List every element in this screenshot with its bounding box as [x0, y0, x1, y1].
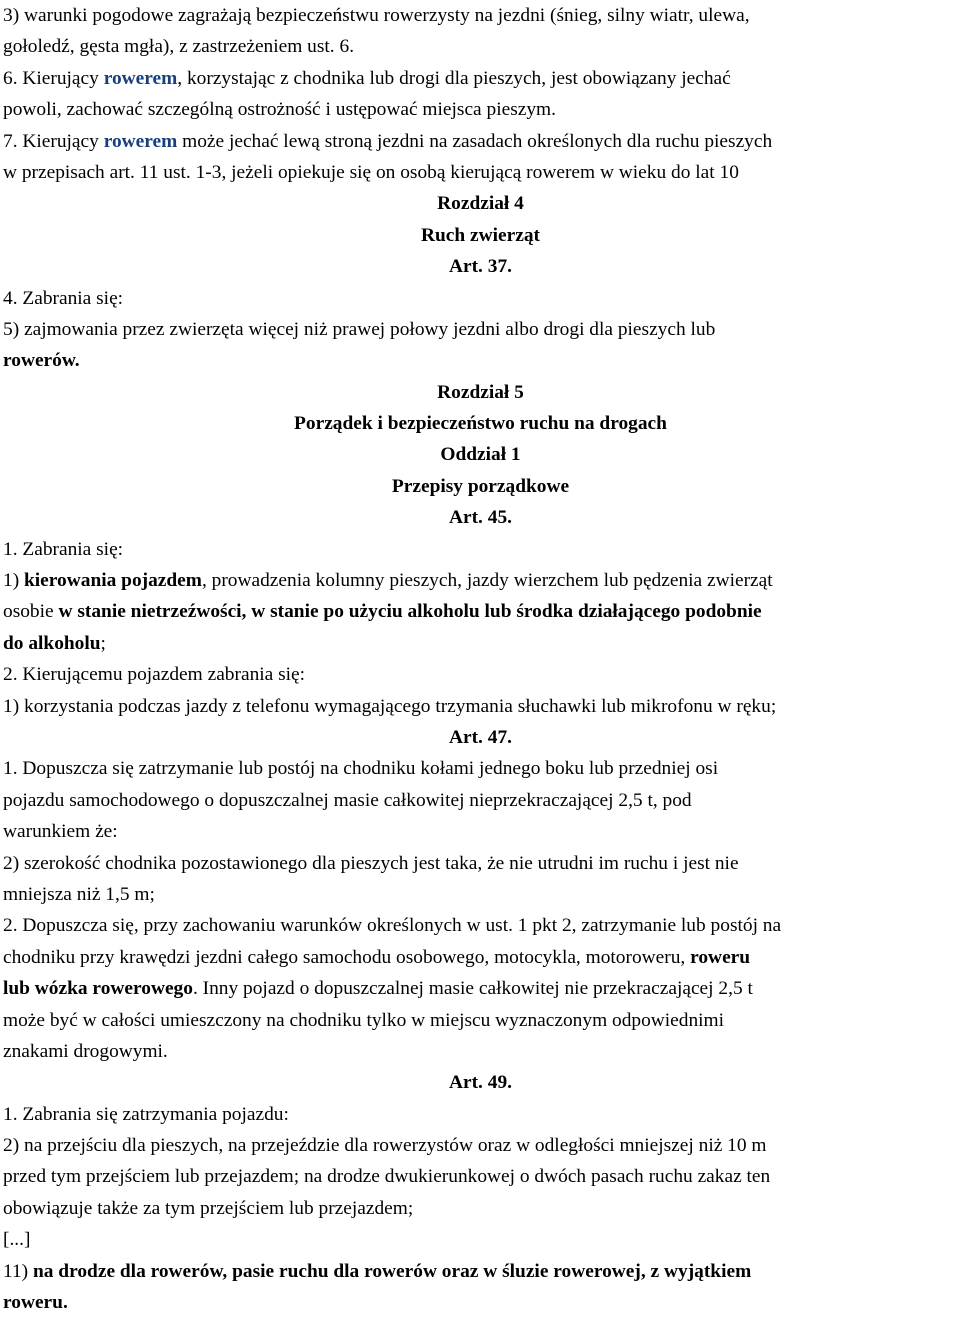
- text-line: [3, 1224, 958, 1255]
- text-line: [3, 691, 958, 722]
- text-segment: 1. Zabrania się:: [3, 538, 124, 560]
- emphasized-text: Art. 47.: [448, 726, 512, 748]
- text-line: [3, 126, 958, 157]
- text-segment: może być w całości umieszczony na chodniku tylko w miejscu wyznaczonym odpowiednimi: [3, 1009, 725, 1031]
- text-segment: , korzystając z chodnika lub drogi dla pieszych, jest obowiązany jechać: [177, 67, 731, 89]
- text-segment: 5) zajmowania przez zwierzęta więcej niż prawej połowy jezdni albo drogi dla pieszych lub: [3, 318, 716, 340]
- text-line: [3, 157, 958, 188]
- emphasized-text: roweru: [690, 946, 751, 968]
- text-segment: pojazdu samochodowego o dopuszczalnej masie całkowitej nieprzekraczającej 2,5 t, pod: [3, 789, 692, 811]
- legal-document: [3, 0, 958, 1318]
- text-line: [3, 879, 958, 910]
- emphasized-text: roweru.: [3, 1292, 68, 1314]
- text-segment: 1. Dopuszcza się zatrzymanie lub postój na chodniku kołami jednego boku lub przedniej osi: [3, 758, 719, 780]
- text-segment: znakami drogowymi.: [3, 1040, 168, 1062]
- section-heading-line: [3, 471, 958, 502]
- text-segment: ;: [100, 632, 106, 654]
- text-segment: warunkiem że:: [3, 821, 118, 843]
- text-line: [3, 1193, 958, 1224]
- text-segment: chodniku przy krawędzi jezdni całego samochodu osobowego, motocykla, motoroweru,: [3, 946, 691, 968]
- section-heading-line: [3, 439, 958, 470]
- text-segment: 7. Kierujący: [3, 130, 104, 152]
- text-line: [3, 816, 958, 847]
- text-line: [3, 1161, 958, 1192]
- text-line: [3, 314, 958, 345]
- section-heading-line: [3, 220, 958, 251]
- text-line: [3, 1005, 958, 1036]
- text-segment: osobie: [3, 601, 59, 623]
- text-line: [3, 94, 958, 125]
- text-segment: 6. Kierujący: [3, 67, 104, 89]
- text-line: [3, 283, 958, 314]
- text-segment: może jechać lewą stroną jezdni na zasadach określonych dla ruchu pieszych: [177, 130, 773, 152]
- text-line: [3, 1036, 958, 1067]
- emphasized-text: Rozdział 4: [437, 193, 524, 215]
- text-segment: 2) na przejściu dla pieszych, na przejeździe dla rowerzystów oraz w odległości mniejszej niż 10 m: [3, 1135, 767, 1157]
- text-line: [3, 628, 958, 659]
- emphasized-text: rowerem: [103, 67, 178, 89]
- text-line: [3, 534, 958, 565]
- text-segment: 4. Zabrania się:: [3, 287, 124, 309]
- text-segment: 1) korzystania podczas jazdy z telefonu wymagającego trzymania słuchawki lub mikrofonu w ręku;: [3, 695, 777, 717]
- emphasized-text: Ruch zwierząt: [421, 224, 540, 246]
- text-segment: mniejsza niż 1,5 m;: [3, 883, 155, 905]
- section-heading-line: [3, 722, 958, 753]
- section-heading-line: [3, 188, 958, 219]
- text-segment: przed tym przejściem lub przejazdem; na drodze dwukierunkowej o dwóch pasach ruchu zakaz ten: [3, 1166, 771, 1188]
- text-segment: 1. Zabrania się zatrzymania pojazdu:: [3, 1103, 289, 1125]
- emphasized-text: do alkoholu: [3, 632, 101, 654]
- text-line: [3, 63, 958, 94]
- text-segment: obowiązuje także za tym przejściem lub przejazdem;: [3, 1197, 414, 1219]
- emphasized-text: rowerem: [103, 130, 178, 152]
- text-segment: 1): [3, 570, 25, 592]
- text-segment: , prowadzenia kolumny pieszych, jazdy wierzchem lub pędzenia zwierząt: [201, 570, 773, 592]
- text-line: [3, 942, 958, 973]
- text-line: [3, 910, 958, 941]
- text-segment: w przepisach art. 11 ust. 1-3, jeżeli opiekuje się on osobą kierującą rowerem w wieku do lat 10: [3, 161, 739, 183]
- emphasized-text: kierowania pojazdem: [24, 570, 202, 592]
- emphasized-text: Art. 49.: [448, 1072, 512, 1094]
- text-segment: 2. Kierującemu pojazdem zabrania się:: [3, 664, 306, 686]
- section-heading-line: [3, 1067, 958, 1098]
- section-heading-line: [3, 502, 958, 533]
- emphasized-text: na drodze dla rowerów, pasie ruchu dla rowerów oraz w śluzie rowerowej, z wyjątkiem: [32, 1260, 752, 1282]
- text-segment: [...]: [3, 1229, 31, 1251]
- text-segment: 11): [3, 1260, 33, 1282]
- text-line: [3, 785, 958, 816]
- emphasized-text: Art. 45.: [448, 507, 512, 529]
- text-line: [3, 848, 958, 879]
- emphasized-text: Przepisy porządkowe: [391, 475, 570, 497]
- text-segment: 3) warunki pogodowe zagrażają bezpieczeństwu rowerzysty na jezdni (śnieg, silny wiatr, ulewa,: [3, 5, 750, 26]
- text-line: [3, 1256, 958, 1287]
- text-line: [3, 345, 958, 376]
- text-segment: 2) szerokość chodnika pozostawionego dla pieszych jest taka, że nie utrudni im ruchu i jest nie: [3, 852, 739, 874]
- section-heading-line: [3, 408, 958, 439]
- text-line: [3, 565, 958, 596]
- section-heading-line: [3, 377, 958, 408]
- text-segment: powoli, zachować szczególną ostrożność i ustępować miejsca pieszym.: [3, 99, 556, 121]
- text-line: [3, 0, 958, 31]
- emphasized-text: w stanie nietrzeźwości, w stanie po użyciu alkoholu lub środka działającego podobnie: [58, 601, 762, 623]
- text-line: [3, 973, 958, 1004]
- text-line: [3, 753, 958, 784]
- emphasized-text: Porządek i bezpieczeństwo ruchu na drogach: [294, 413, 667, 435]
- text-segment: . Inny pojazd o dopuszczalnej masie całkowitej nie przekraczającej 2,5 t: [192, 978, 753, 1000]
- section-heading-line: [3, 251, 958, 282]
- text-line: [3, 596, 958, 627]
- text-line: [3, 659, 958, 690]
- emphasized-text: lub wózka rowerowego: [3, 978, 193, 1000]
- text-line: [3, 31, 958, 62]
- text-line: [3, 1130, 958, 1161]
- text-segment: gołoledź, gęsta mgła), z zastrzeżeniem ust. 6.: [3, 36, 355, 58]
- emphasized-text: Rozdział 5: [437, 381, 524, 403]
- emphasized-text: Art. 37.: [448, 256, 512, 278]
- text-segment: 2. Dopuszcza się, przy zachowaniu warunków określonych w ust. 1 pkt 2, zatrzymanie lub postój na: [3, 915, 782, 937]
- emphasized-text: rowerów.: [3, 350, 80, 372]
- text-line: [3, 1099, 958, 1130]
- text-line: [3, 1287, 958, 1318]
- emphasized-text: Oddział 1: [440, 444, 521, 466]
